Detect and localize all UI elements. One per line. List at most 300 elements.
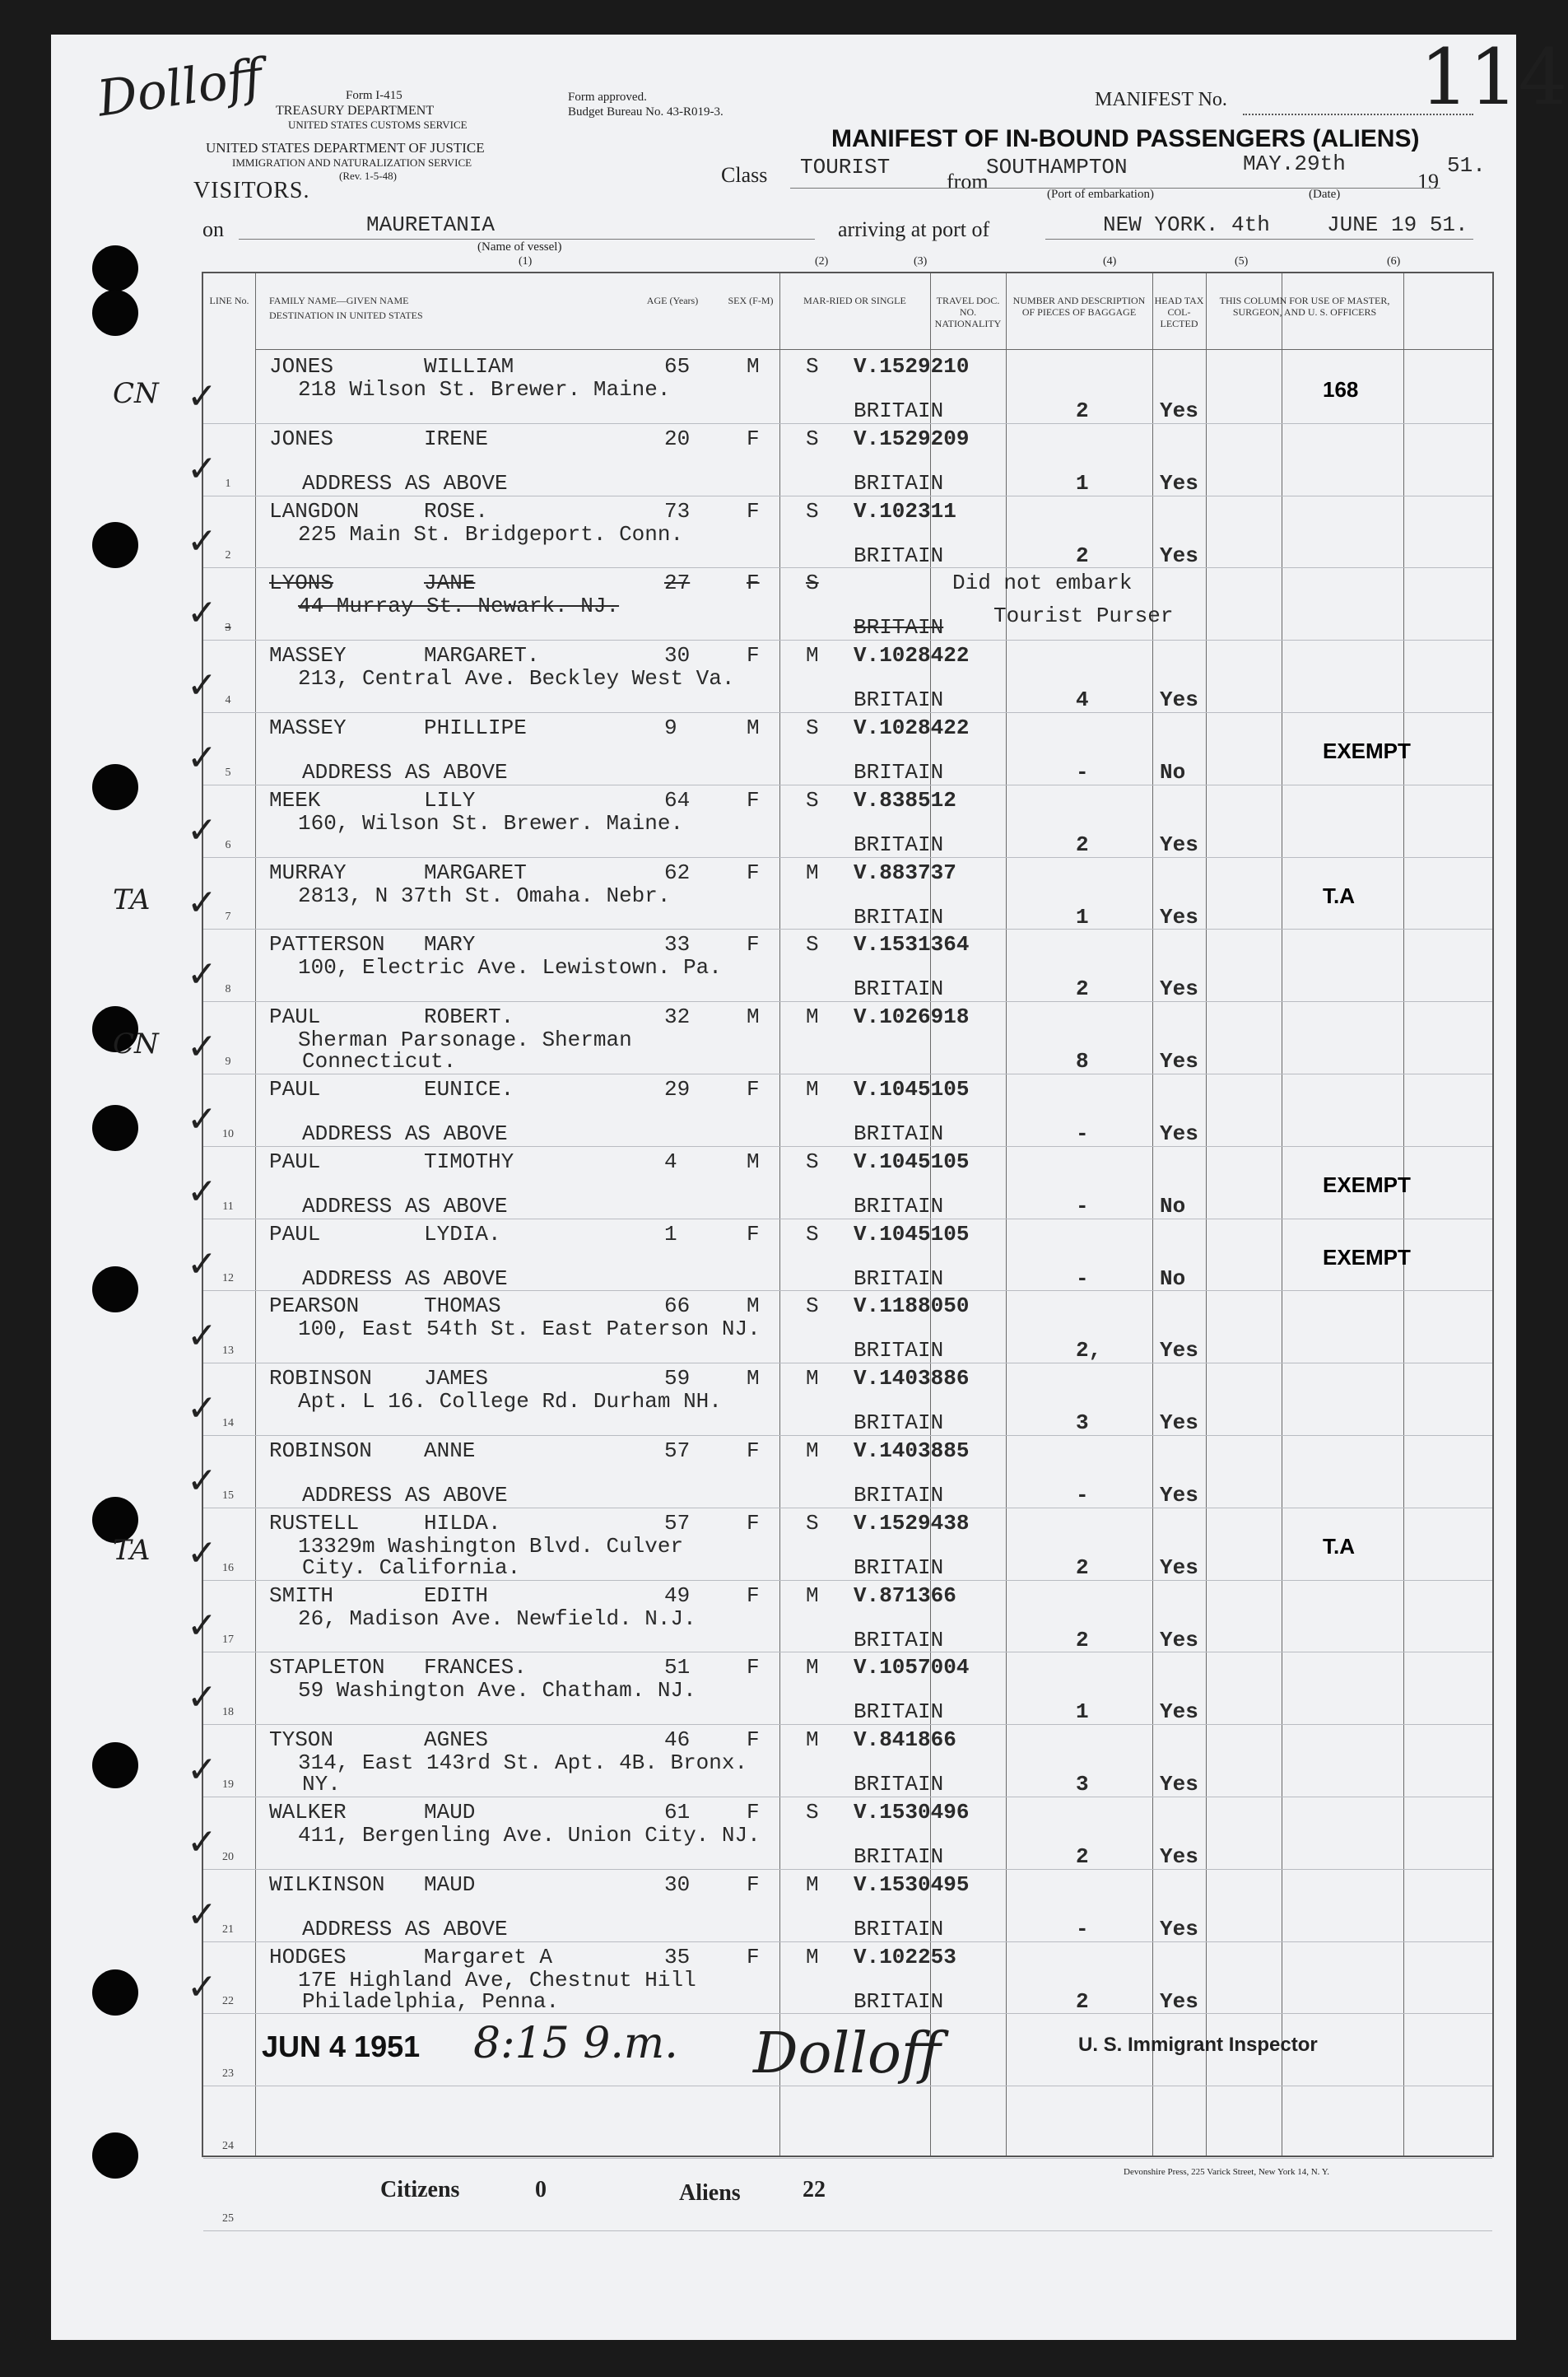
head-tax: Yes (1160, 1121, 1198, 1146)
baggage-count: 2 (1076, 1988, 1089, 2014)
marital-status: M (806, 1871, 819, 1897)
punch-hole (92, 522, 138, 568)
year-prefix: 19 (1417, 170, 1439, 193)
baggage-count: 2, (1076, 1338, 1102, 1363)
given-name: EUNICE. (424, 1077, 514, 1102)
sex: F (747, 571, 760, 596)
line-number: 1 (225, 477, 231, 490)
check-mark-icon: ✓ (187, 1821, 217, 1863)
given-name: THOMAS (424, 1293, 501, 1319)
officer-note: 168 (1323, 377, 1359, 402)
travel-doc-number: V.102311 (854, 498, 956, 524)
destination-address: 160, Wilson St. Brewer. Maine. (298, 810, 684, 836)
family-name: PEARSON (269, 1293, 360, 1319)
col-header-sex: SEX (F-M) (728, 295, 774, 306)
age: 27 (664, 571, 691, 596)
age: 35 (664, 1944, 691, 1969)
check-mark-icon: ✓ (187, 1893, 217, 1936)
destination-address: 26, Madison Ave. Newfield. N.J. (298, 1606, 696, 1631)
table-row (187, 1290, 1492, 1363)
age: 46 (664, 1727, 691, 1753)
manifest-no-label: MANIFEST No. (1095, 89, 1227, 110)
manifest-no: 114 (1420, 33, 1568, 123)
destination-address: 411, Bergenling Ave. Union City. NJ. (298, 1823, 761, 1848)
age: 64 (664, 787, 691, 813)
sex: F (747, 1077, 760, 1102)
family-name: WALKER (269, 1800, 347, 1825)
sex: F (747, 787, 760, 813)
punch-hole (92, 1266, 138, 1312)
destination-address-continued: Philadelphia, Penna. (302, 1988, 560, 2014)
table-row (187, 1363, 1492, 1436)
col-header-line: LINE No. (209, 295, 249, 306)
line-number: 12 (222, 1272, 234, 1285)
justice-dept: UNITED STATES DEPARTMENT OF JUSTICE (206, 140, 485, 156)
nationality: BRITAIN (854, 687, 944, 713)
sex: M (747, 1293, 760, 1319)
travel-doc-number: V.1529438 (854, 1510, 970, 1536)
table-row (187, 423, 1492, 496)
family-name: PAUL (269, 1004, 321, 1030)
head-tax: No (1160, 1193, 1186, 1219)
col-num-1: (1) (519, 255, 533, 268)
margin-annotation: TA (113, 883, 151, 916)
line-number: 18 (222, 1706, 234, 1719)
head-tax: Yes (1160, 1410, 1198, 1436)
manifest-title: MANIFEST OF IN-BOUND PASSENGERS (ALIENS) (831, 125, 1420, 152)
table-row (187, 496, 1492, 569)
marital-status: S (806, 571, 819, 596)
col-num-4: (4) (1103, 255, 1117, 268)
line-number: 3 (225, 622, 231, 635)
check-mark-icon: ✓ (187, 375, 217, 417)
family-name: MASSEY (269, 643, 347, 669)
age: 9 (664, 715, 677, 740)
destination-address: 17E Highland Ave, Chestnut Hill (298, 1967, 696, 1992)
head-tax: Yes (1160, 1483, 1198, 1508)
line-number: 2 (225, 549, 231, 562)
travel-doc-number: V.1403885 (854, 1438, 970, 1463)
col-header-married: MAR-RIED OR SINGLE (803, 295, 906, 306)
head-tax: Yes (1160, 1627, 1198, 1652)
check-mark-icon: ✓ (187, 881, 217, 924)
line-number: 22 (222, 1995, 234, 2008)
marital-status: S (806, 354, 819, 379)
col-header-headtax: HEAD TAX COL-LECTED (1154, 295, 1204, 329)
destination-address: 100, Electric Ave. Lewistown. Pa. (298, 955, 722, 981)
arrival-date: JUNE 19 51. (1327, 212, 1468, 237)
inspector-signature: Dolloff (753, 2021, 942, 2086)
baggage-count: 2 (1076, 1627, 1089, 1652)
family-name: JONES (269, 354, 334, 379)
destination-address: Sherman Parsonage. Sherman (298, 1028, 632, 1053)
officer-note: EXEMPT (1323, 1172, 1411, 1197)
destination-address: 218 Wilson St. Brewer. Maine. (298, 377, 671, 402)
col-header-destination: DESTINATION IN UNITED STATES (269, 310, 423, 321)
destination-address: 2813, N 37th St. Omaha. Nebr. (298, 883, 671, 908)
from-value: SOUTHAMPTON (986, 155, 1128, 179)
given-name: MARY (424, 932, 476, 958)
check-mark-icon: ✓ (187, 592, 217, 635)
class-value: TOURIST (800, 155, 891, 179)
punch-hole (92, 290, 138, 336)
family-name: PAUL (269, 1077, 321, 1102)
head-tax: Tourist Purser (993, 604, 1174, 629)
given-name: IRENE (424, 426, 489, 451)
line-number: 25 (222, 2212, 234, 2225)
baggage-count: 2 (1076, 398, 1089, 423)
check-mark-icon: ✓ (187, 1242, 217, 1285)
head-tax: Yes (1160, 1049, 1198, 1074)
marital-status: M (806, 1004, 819, 1030)
nationality: BRITAIN (854, 832, 944, 857)
travel-doc-number: V.1529209 (854, 426, 970, 451)
marital-status: M (806, 1438, 819, 1463)
sex: M (747, 715, 760, 740)
sex: F (747, 1871, 760, 1897)
travel-doc-number: V.1188050 (854, 1293, 970, 1319)
officer-note: T.A (1323, 1533, 1355, 1559)
given-name: TIMOTHY (424, 1149, 514, 1174)
family-name: PATTERSON (269, 932, 385, 958)
sex: M (747, 354, 760, 379)
line-number: 9 (225, 1055, 231, 1068)
budget-bureau: Budget Bureau No. 43-R019-3. (568, 105, 724, 119)
line-number: 24 (222, 2139, 234, 2152)
vessel-name: MAURETANIA (366, 212, 496, 237)
travel-doc-number: V.1045105 (854, 1149, 970, 1174)
baggage-count: 2 (1076, 543, 1089, 568)
head-tax: Yes (1160, 1772, 1198, 1797)
marital-status: S (806, 498, 819, 524)
travel-doc-number: V.1028422 (854, 643, 970, 669)
line-number: 21 (222, 1923, 234, 1936)
nationality: BRITAIN (854, 470, 944, 496)
given-name: JAMES (424, 1366, 489, 1391)
col-num-6: (6) (1387, 255, 1401, 268)
check-mark-icon: ✓ (187, 1098, 217, 1140)
line-number: 16 (222, 1561, 234, 1574)
sex: F (747, 426, 760, 451)
age: 29 (664, 1077, 691, 1102)
destination-address-continued: ADDRESS AS ABOVE (302, 1483, 508, 1508)
destination-address-continued: City. California. (302, 1554, 521, 1580)
destination-address: 13329m Washington Blvd. Culver (298, 1533, 684, 1559)
nationality: BRITAIN (854, 1916, 944, 1941)
punch-hole (92, 1742, 138, 1788)
marital-status: M (806, 643, 819, 669)
sex: F (747, 1438, 760, 1463)
arrival-port: NEW YORK. 4th (1103, 212, 1270, 237)
nationality: BRITAIN (854, 1338, 944, 1363)
destination-address-continued: ADDRESS AS ABOVE (302, 1121, 508, 1146)
travel-doc-number: V.1530495 (854, 1871, 970, 1897)
head-tax: Yes (1160, 976, 1198, 1002)
marital-status: S (806, 1800, 819, 1825)
family-name: ROBINSON (269, 1366, 372, 1391)
baggage-count: 3 (1076, 1772, 1089, 1797)
sex: F (747, 1727, 760, 1753)
marital-status: M (806, 1944, 819, 1969)
punch-hole (92, 764, 138, 810)
sex: F (747, 1582, 760, 1608)
line-number: 6 (225, 838, 231, 851)
line-number: 5 (225, 766, 231, 779)
nationality: BRITAIN (854, 1699, 944, 1725)
check-mark-icon: ✓ (187, 1315, 217, 1358)
aliens-count: 22 (803, 2177, 826, 2202)
vessel-underline (239, 239, 815, 240)
age: 1 (664, 1221, 677, 1247)
travel-doc-number: V.1530496 (854, 1800, 970, 1825)
destination-address-continued: ADDRESS AS ABOVE (302, 470, 508, 496)
destination-address-continued: NY. (302, 1772, 341, 1797)
marital-status: M (806, 1727, 819, 1753)
family-name: LANGDON (269, 498, 360, 524)
arriving-label: arriving at port of (838, 217, 990, 241)
line-number: 15 (222, 1489, 234, 1502)
baggage-count: 1 (1076, 904, 1089, 930)
given-name: JANE (424, 571, 476, 596)
age: 33 (664, 932, 691, 958)
form-number: Form I-415 (346, 89, 402, 102)
table-row (187, 1580, 1492, 1653)
table-row (187, 712, 1492, 785)
class-label: Class (721, 163, 768, 187)
travel-doc-number: V.1529210 (854, 354, 970, 379)
line-number: 7 (225, 911, 231, 924)
age: 4 (664, 1149, 677, 1174)
destination-address-continued: ADDRESS AS ABOVE (302, 760, 508, 785)
age: 66 (664, 1293, 691, 1319)
sex: F (747, 498, 760, 524)
citizens-count: 0 (535, 2177, 547, 2202)
line-number: 17 (222, 1634, 234, 1647)
printer-imprint: Devonshire Press, 225 Varick Street, New York 14, N. Y. (1124, 2167, 1330, 2177)
family-name: PAUL (269, 1149, 321, 1174)
nationality: BRITAIN (854, 1988, 944, 2014)
nationality: BRITAIN (854, 398, 944, 423)
table-row (187, 1797, 1492, 1870)
table-row (113, 857, 1492, 930)
line-number: 4 (225, 693, 231, 706)
nationality: BRITAIN (854, 1554, 944, 1580)
marital-status: M (806, 1366, 819, 1391)
marital-status: S (806, 1221, 819, 1247)
treasury-dept: TREASURY DEPARTMENT (276, 104, 435, 118)
given-name: HILDA. (424, 1510, 501, 1536)
line-number: 11 (222, 1200, 234, 1213)
check-mark-icon: ✓ (187, 1749, 217, 1792)
check-mark-icon: ✓ (187, 520, 217, 562)
visitors-label: VISITORS. (193, 178, 310, 203)
check-mark-icon: ✓ (187, 1387, 217, 1430)
nationality: BRITAIN (854, 760, 944, 785)
line-number: 23 (222, 2067, 234, 2081)
margin-annotation: CN (113, 377, 159, 410)
travel-doc-number: V.1045105 (854, 1077, 970, 1102)
table-row (187, 1074, 1492, 1147)
punch-hole (92, 1969, 138, 2016)
given-name: MAUD (424, 1871, 476, 1897)
baggage-count: - (1076, 1121, 1089, 1146)
destination-address-continued: ADDRESS AS ABOVE (302, 1265, 508, 1291)
age: 65 (664, 354, 691, 379)
port-underline (1045, 239, 1473, 240)
marital-status: S (806, 715, 819, 740)
given-name: MAUD (424, 1800, 476, 1825)
marital-status: S (806, 1293, 819, 1319)
nationality: BRITAIN (854, 1121, 944, 1146)
baggage-count: - (1076, 1265, 1089, 1291)
nationality: BRITAIN (854, 1410, 944, 1436)
head-tax: Yes (1160, 1554, 1198, 1580)
travel-doc-number: V.1026918 (854, 1004, 970, 1030)
aliens-label: Aliens (679, 2180, 741, 2206)
head-tax: Yes (1160, 687, 1198, 713)
col-header-age: AGE (Years) (646, 295, 699, 306)
customs-service: UNITED STATES CUSTOMS SERVICE (288, 119, 468, 131)
margin-annotation: TA (113, 1533, 151, 1567)
check-mark-icon: ✓ (187, 1604, 217, 1647)
on-label: on (202, 217, 224, 241)
check-mark-icon: ✓ (187, 447, 217, 490)
baggage-count: 1 (1076, 470, 1089, 496)
travel-doc-number: V.1531364 (854, 932, 970, 958)
table-row (113, 1001, 1492, 1074)
check-mark-icon: ✓ (187, 1170, 217, 1213)
baggage-count: 3 (1076, 1410, 1089, 1436)
destination-address-continued: Connecticut. (302, 1049, 457, 1074)
table-row (187, 1724, 1492, 1797)
head-tax: No (1160, 1265, 1186, 1291)
given-name: LILY (424, 787, 476, 813)
citizens-label: Citizens (380, 2177, 460, 2202)
destination-address: 225 Main St. Bridgeport. Conn. (298, 521, 684, 547)
officer-note: EXEMPT (1323, 739, 1411, 763)
baggage-count: - (1076, 760, 1089, 785)
ins: IMMIGRATION AND NATURALIZATION SERVICE (232, 156, 472, 169)
col-num-3: (3) (914, 255, 928, 268)
inspector-title: U. S. Immigrant Inspector (1078, 2034, 1318, 2056)
date-value: MAY.29th (1243, 151, 1346, 176)
family-name: JONES (269, 426, 334, 451)
table-row (203, 2086, 1492, 2159)
nationality: BRITAIN (854, 1844, 944, 1869)
marital-status: M (806, 1077, 819, 1102)
destination-address-continued: ADDRESS AS ABOVE (302, 1916, 508, 1941)
sex: M (747, 1004, 760, 1030)
table-row (187, 567, 1492, 641)
nationality: BRITAIN (854, 1265, 944, 1291)
nationality: BRITAIN (854, 1772, 944, 1797)
check-mark-icon: ✓ (187, 737, 217, 779)
nationality: BRITAIN (854, 1627, 944, 1652)
line-number: 10 (222, 1127, 234, 1140)
age: 51 (664, 1655, 691, 1680)
head-tax: Yes (1160, 543, 1198, 568)
margin-annotation: CN (113, 1028, 159, 1061)
destination-address: 59 Washington Ave. Chatham. NJ. (298, 1678, 696, 1704)
baggage-count: 4 (1076, 687, 1089, 713)
sex: F (747, 1944, 760, 1969)
baggage-count: 2 (1076, 976, 1089, 1002)
travel-doc-number: V.838512 (854, 787, 956, 813)
marital-status: M (806, 1582, 819, 1608)
travel-doc-number: V.883737 (854, 860, 956, 885)
col-num-2: (2) (815, 255, 829, 268)
marital-status: M (806, 860, 819, 885)
family-name: MASSEY (269, 715, 347, 740)
travel-doc-number: V.841866 (854, 1727, 956, 1753)
age: 32 (664, 1004, 691, 1030)
family-name: PAUL (269, 1221, 321, 1247)
head-tax: Yes (1160, 904, 1198, 930)
travel-doc-number: V.102253 (854, 1944, 956, 1969)
table-row (187, 1146, 1492, 1219)
family-name: TYSON (269, 1727, 334, 1753)
sex: F (747, 932, 760, 958)
given-name: ROBERT. (424, 1004, 514, 1030)
head-tax: No (1160, 760, 1186, 785)
check-mark-icon: ✓ (187, 1531, 217, 1574)
given-name: EDITH (424, 1582, 489, 1608)
destination-address: 44 Murray St. Newark. NJ. (298, 594, 620, 619)
head-tax: Yes (1160, 1338, 1198, 1363)
marital-status: S (806, 1149, 819, 1174)
officer-note: EXEMPT (1323, 1244, 1411, 1270)
travel-doc-number: V.1028422 (854, 715, 970, 740)
table-row (187, 1869, 1492, 1942)
form-approved: Form approved. (568, 91, 647, 104)
family-name: SMITH (269, 1582, 334, 1608)
line-number: 8 (225, 983, 231, 996)
given-name: AGNES (424, 1727, 489, 1753)
nationality: BRITAIN (854, 904, 944, 930)
destination-address: 100, East 54th St. East Paterson NJ. (298, 1317, 761, 1342)
travel-doc-number: V.871366 (854, 1582, 956, 1608)
baggage-count: Did not embark (952, 571, 1133, 596)
nationality: BRITAIN (854, 1193, 944, 1219)
line-number: 19 (222, 1778, 234, 1791)
sex: M (747, 1366, 760, 1391)
line-number: 13 (222, 1345, 234, 1358)
col-num-5: (5) (1235, 255, 1249, 268)
head-tax: Yes (1160, 1916, 1198, 1941)
check-mark-icon: ✓ (187, 953, 217, 996)
travel-doc-number: V.1045105 (854, 1221, 970, 1247)
sex: F (747, 1510, 760, 1536)
head-tax: Yes (1160, 1844, 1198, 1869)
col-header-baggage: NUMBER AND DESCRIPTION OF PIECES OF BAGGAGE (1012, 295, 1146, 318)
baggage-count: - (1076, 1916, 1089, 1941)
destination-address: 213, Central Ave. Beckley West Va. (298, 666, 735, 692)
baggage-count: 2 (1076, 1554, 1089, 1580)
head-tax: Yes (1160, 398, 1198, 423)
line-number: 20 (222, 1850, 234, 1863)
baggage-count: 2 (1076, 832, 1089, 857)
travel-doc-number: V.1057004 (854, 1655, 970, 1680)
given-name: FRANCES. (424, 1655, 527, 1680)
date-stamp: JUN 4 1951 (262, 2030, 421, 2063)
sex: M (747, 1149, 760, 1174)
family-name: STAPLETON (269, 1655, 385, 1680)
age: 30 (664, 643, 691, 669)
age: 30 (664, 1871, 691, 1897)
baggage-count: 2 (1076, 1844, 1089, 1869)
head-tax: Yes (1160, 1988, 1198, 2014)
head-tax: Yes (1160, 1699, 1198, 1725)
